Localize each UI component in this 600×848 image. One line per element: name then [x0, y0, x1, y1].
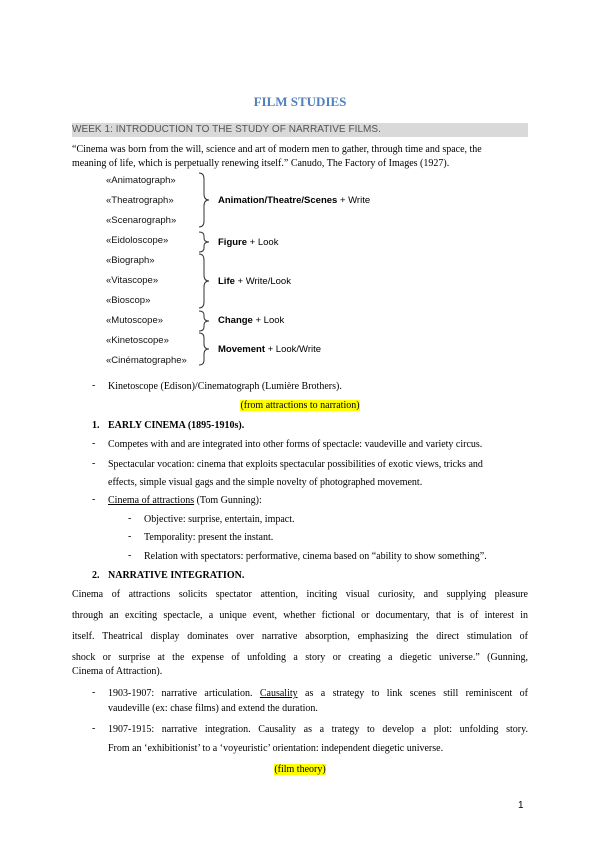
device-item: «Kinetoscope»	[106, 335, 169, 346]
highlight-note-2: (film theory)	[274, 764, 326, 775]
quote-line-1: “Cinema was born from the will, science and art of modern men to gather, through time and space, the	[72, 144, 482, 155]
group-label-2: Figure + Look	[218, 237, 279, 248]
device-item: «Scenarograph»	[106, 215, 177, 226]
kinetoscope-bullet: Kinetoscope (Edison)/Cinematograph (Lumière Brothers).	[108, 381, 342, 392]
sub-bullet-dash: -	[128, 513, 132, 524]
page-number: 1	[518, 800, 524, 811]
bullet-dash: -	[92, 723, 96, 734]
device-item: «Cinématographe»	[106, 355, 187, 366]
brace-group-1	[199, 173, 209, 227]
sub-bullet-temporality: Temporality: present the instant.	[144, 532, 274, 543]
section-1-bullet-3: Cinema of attractions (Tom Gunning):	[108, 495, 262, 506]
bullet-dash: -	[92, 687, 96, 698]
sub-bullet-dash: -	[128, 531, 132, 542]
section-1-heading: EARLY CINEMA (1895-1910s).	[108, 420, 245, 431]
brace-group-5	[199, 333, 209, 365]
brace-group-2	[199, 232, 209, 252]
device-item: «Biograph»	[106, 255, 155, 266]
section-2-heading: NARRATIVE INTEGRATION.	[108, 570, 245, 581]
section-1-number: 1.	[92, 420, 100, 431]
brace-group-4	[199, 311, 209, 331]
section-2-bullet-2-line-1: 1907-1915: narrative integration. Causality as a trategy to develop a plot: unfolding story.	[108, 724, 528, 735]
brace-group-3	[199, 254, 209, 308]
section-2-para-line: itself. Theatrical display dominates over narrative absorption, emphasizing the direct stimulation of	[72, 631, 528, 642]
section-2-para-line: through an exciting spectacle, a unique event, whether fictional or documentary, that is of interest in	[72, 610, 528, 621]
quote-line-2: meaning of life, which is perpetually renewing itself.” Canudo, The Factory of Images (1927).	[72, 158, 450, 169]
section-1-bullet-1: Competes with and are integrated into other forms of spectacle: vaudeville and variety circus.	[108, 439, 483, 450]
device-item: «Bioscop»	[106, 295, 151, 306]
bullet-dash: -	[92, 438, 96, 449]
highlight-note-1: (from attractions to narration)	[240, 400, 360, 411]
group-label-4: Change + Look	[218, 315, 285, 326]
section-1-bullet-2-line-1: Spectacular vocation: cinema that exploits spectacular possibilities of exotic views, tricks and	[108, 459, 483, 470]
section-2-para-line: shock or surprise at the expense of unfolding a story or creating a diegetic universe.” (Gunning,	[72, 652, 528, 663]
device-item: «Mutoscope»	[106, 315, 164, 326]
sub-bullet-relation: Relation with spectators: performative, cinema based on “ability to show something”.	[144, 551, 487, 562]
week-heading: WEEK 1: INTRODUCTION TO THE STUDY OF NARRATIVE FILMS.	[72, 123, 528, 137]
group-label-3: Life + Write/Look	[218, 276, 291, 287]
brace-diagram	[195, 170, 219, 370]
bullet-dash: -	[92, 380, 96, 391]
section-1-bullet-2-line-2: effects, simple visual gags and the simple novelty of photographed movement.	[108, 477, 423, 488]
section-2-para-line: Cinema of Attraction).	[72, 666, 163, 677]
bullet-dash: -	[92, 494, 96, 505]
bullet-dash: -	[92, 458, 96, 469]
device-item: «Theatrograph»	[106, 195, 174, 206]
section-2-bullet-2-line-2: From an ‘exhibitionist’ to a ‘voyeuristic’ orientation: independent diegetic universe.	[108, 743, 444, 754]
device-item: «Vitascope»	[106, 275, 159, 286]
device-item: «Eidoloscope»	[106, 235, 169, 246]
sub-bullet-dash: -	[128, 550, 132, 561]
page-title: FILM STUDIES	[253, 94, 347, 109]
section-2-number: 2.	[92, 570, 100, 581]
group-label-1: Animation/Theatre/Scenes + Write	[218, 195, 371, 206]
section-2-bullet-1-line-2: vaudeville (ex: chase films) and extend the duration.	[108, 703, 318, 714]
section-2-bullet-1-line-1: 1903-1907: narrative articulation. Causality as a strategy to link scenes still reminiscent of	[108, 688, 528, 699]
section-2-para-line: Cinema of attractions solicits spectator attention, inciting visual curiosity, and supplying pleasure	[72, 589, 528, 600]
group-label-5: Movement + Look/Write	[218, 344, 322, 355]
sub-bullet-objective: Objective: surprise, entertain, impact.	[144, 514, 295, 525]
device-item: «Animatograph»	[106, 175, 176, 186]
